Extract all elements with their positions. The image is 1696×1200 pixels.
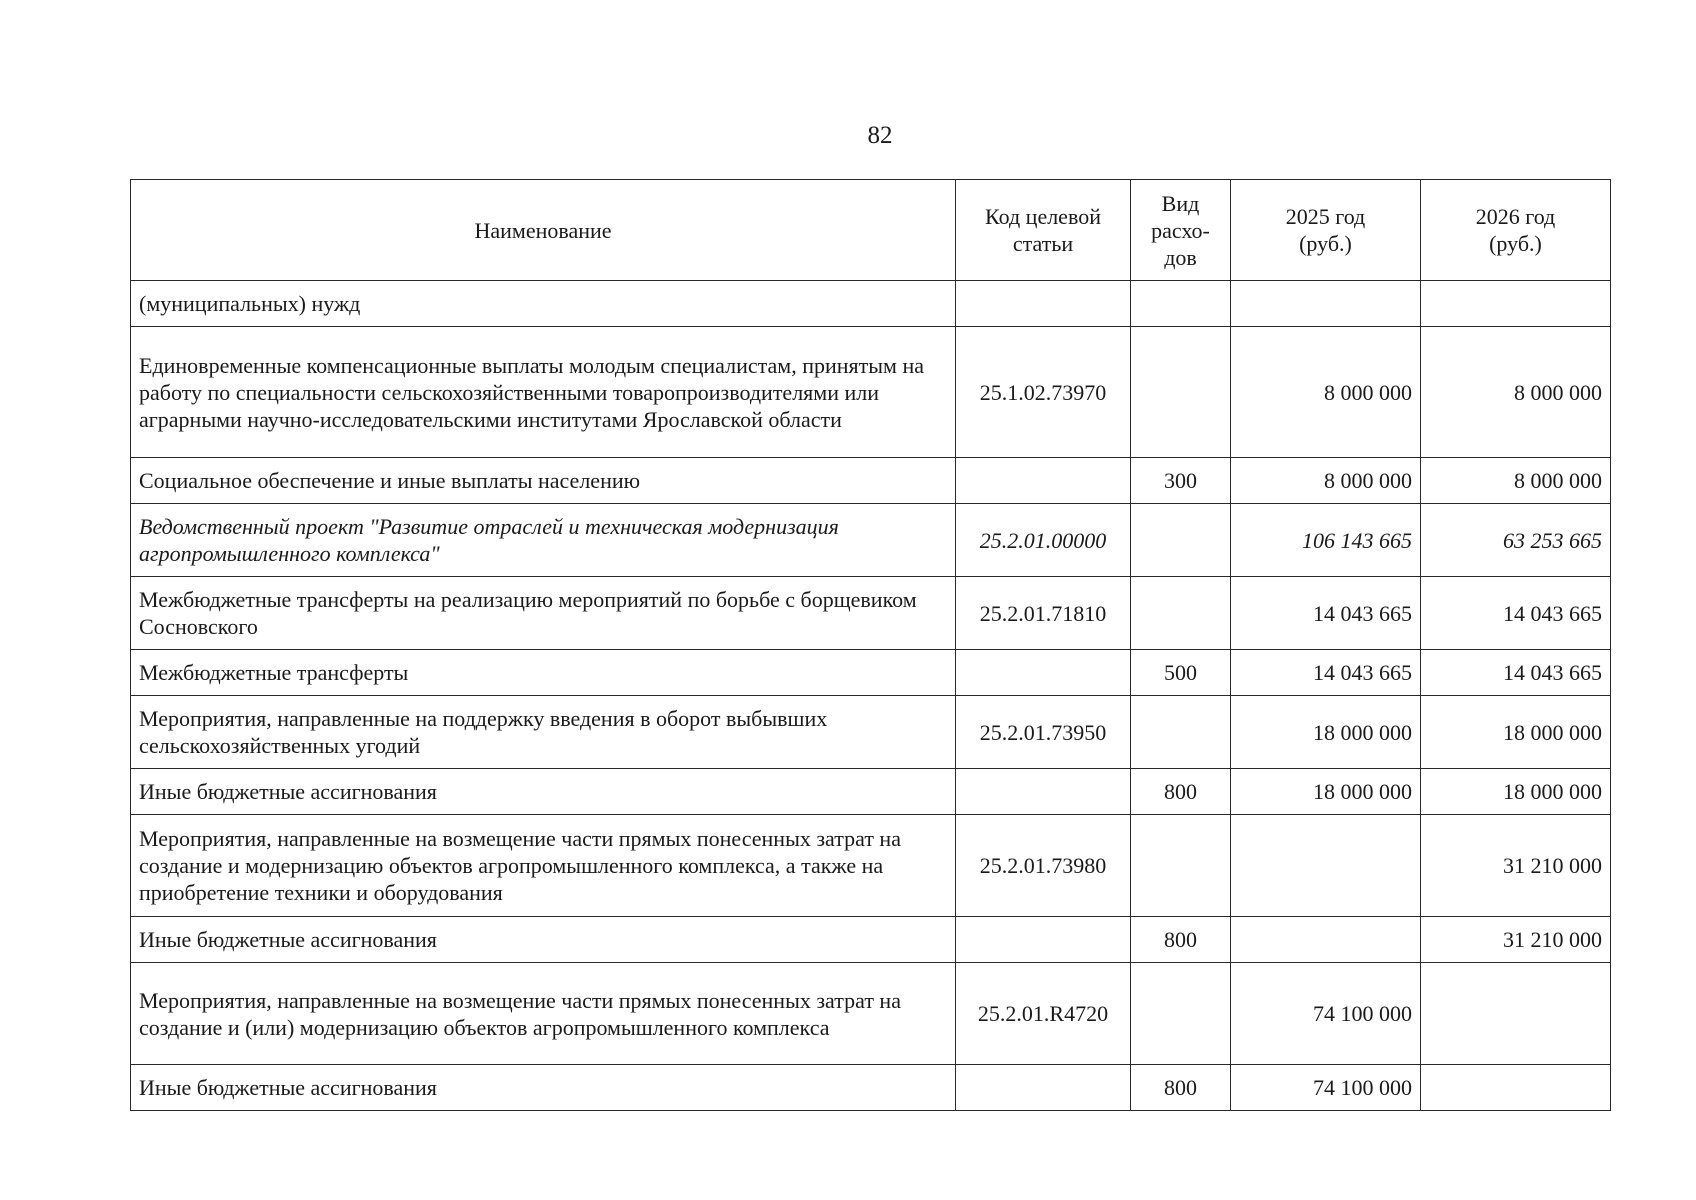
row-target-code: 25.2.01.73950 (956, 696, 1131, 769)
row-expense-type (1131, 327, 1231, 458)
row-expense-type (1131, 281, 1231, 327)
row-amount-2025 (1231, 281, 1421, 327)
row-amount-2025: 14 043 665 (1231, 650, 1421, 696)
row-amount-2026: 14 043 665 (1421, 650, 1611, 696)
row-amount-2025: 18 000 000 (1231, 769, 1421, 815)
row-expense-type (1131, 963, 1231, 1065)
table-row (131, 696, 1611, 769)
row-amount-2025: 14 043 665 (1231, 577, 1421, 650)
table-row (131, 281, 1611, 327)
budget-table (130, 179, 1611, 1111)
header-year-2026: 2026 год (руб.) (1421, 180, 1611, 281)
table-row (131, 577, 1611, 650)
row-name: Единовременные компенсационные выплаты молодым специалистам, принятым на работу по специальности сельскохозяйственными товаропроизводителями или аграрными научно-исследовательскими институтами Ярославской области (131, 327, 956, 458)
row-amount-2026: 18 000 000 (1421, 769, 1611, 815)
row-target-code (956, 281, 1131, 327)
row-target-code (956, 650, 1131, 696)
row-amount-2025: 8 000 000 (1231, 458, 1421, 504)
table-header-row (131, 180, 1611, 281)
row-expense-type (1131, 815, 1231, 917)
row-name: Социальное обеспечение и иные выплаты населению (131, 458, 956, 504)
row-expense-type: 300 (1131, 458, 1231, 504)
row-name: Иные бюджетные ассигнования (131, 769, 956, 815)
row-expense-type (1131, 696, 1231, 769)
row-amount-2025: 74 100 000 (1231, 963, 1421, 1065)
row-amount-2025 (1231, 815, 1421, 917)
row-amount-2026: 63 253 665 (1421, 504, 1611, 577)
row-name: Иные бюджетные ассигнования (131, 1065, 956, 1111)
table-row (131, 327, 1611, 458)
table-row (131, 650, 1611, 696)
header-year-2025: 2025 год (руб.) (1231, 180, 1421, 281)
row-expense-type: 800 (1131, 1065, 1231, 1111)
row-amount-2025: 106 143 665 (1231, 504, 1421, 577)
row-amount-2025: 8 000 000 (1231, 327, 1421, 458)
row-name: Мероприятия, направленные на возмещение части прямых понесенных затрат на создание и (или) модернизацию объектов агропромышленного комплекса (131, 963, 956, 1065)
row-name: (муниципальных) нужд (131, 281, 956, 327)
page-number: 82 (867, 122, 893, 149)
row-name: Межбюджетные трансферты на реализацию мероприятий по борьбе с борщевиком Сосновского (131, 577, 956, 650)
row-expense-type: 800 (1131, 769, 1231, 815)
row-amount-2025: 18 000 000 (1231, 696, 1421, 769)
row-name: Мероприятия, направленные на поддержку введения в оборот выбывших сельскохозяйственных угодий (131, 696, 956, 769)
table-row-project (131, 504, 1611, 577)
row-target-code: 25.1.02.73970 (956, 327, 1131, 458)
header-target-code: Код целевой статьи (956, 180, 1131, 281)
row-amount-2025: 74 100 000 (1231, 1065, 1421, 1111)
header-name: Наименование (131, 180, 956, 281)
table-row (131, 769, 1611, 815)
row-name: Межбюджетные трансферты (131, 650, 956, 696)
table-row (131, 458, 1611, 504)
row-target-code (956, 458, 1131, 504)
row-target-code (956, 917, 1131, 963)
row-amount-2026 (1421, 963, 1611, 1065)
row-amount-2026 (1421, 1065, 1611, 1111)
row-amount-2026: 8 000 000 (1421, 458, 1611, 504)
table-row (131, 1065, 1611, 1111)
row-amount-2026: 14 043 665 (1421, 577, 1611, 650)
row-expense-type (1131, 577, 1231, 650)
row-name: Ведомственный проект "Развитие отраслей и техническая модернизация агропромышленного комплекса" (131, 504, 956, 577)
table-row (131, 917, 1611, 963)
row-amount-2026: 31 210 000 (1421, 917, 1611, 963)
row-amount-2026: 31 210 000 (1421, 815, 1611, 917)
row-amount-2026: 18 000 000 (1421, 696, 1611, 769)
header-expense-type: Вид расхо- дов (1131, 180, 1231, 281)
row-amount-2026: 8 000 000 (1421, 327, 1611, 458)
row-amount-2026 (1421, 281, 1611, 327)
table-row (131, 963, 1611, 1065)
row-expense-type (1131, 504, 1231, 577)
row-target-code (956, 1065, 1131, 1111)
row-expense-type: 500 (1131, 650, 1231, 696)
row-target-code: 25.2.01.00000 (956, 504, 1131, 577)
row-target-code: 25.2.01.R4720 (956, 963, 1131, 1065)
row-target-code (956, 769, 1131, 815)
row-expense-type: 800 (1131, 917, 1231, 963)
row-target-code: 25.2.01.71810 (956, 577, 1131, 650)
row-name: Иные бюджетные ассигнования (131, 917, 956, 963)
table-row (131, 815, 1611, 917)
row-name: Мероприятия, направленные на возмещение части прямых понесенных затрат на создание и модернизацию объектов агропромышленного комплекса, а также на приобретение техники и оборудования (131, 815, 956, 917)
row-amount-2025 (1231, 917, 1421, 963)
row-target-code: 25.2.01.73980 (956, 815, 1131, 917)
